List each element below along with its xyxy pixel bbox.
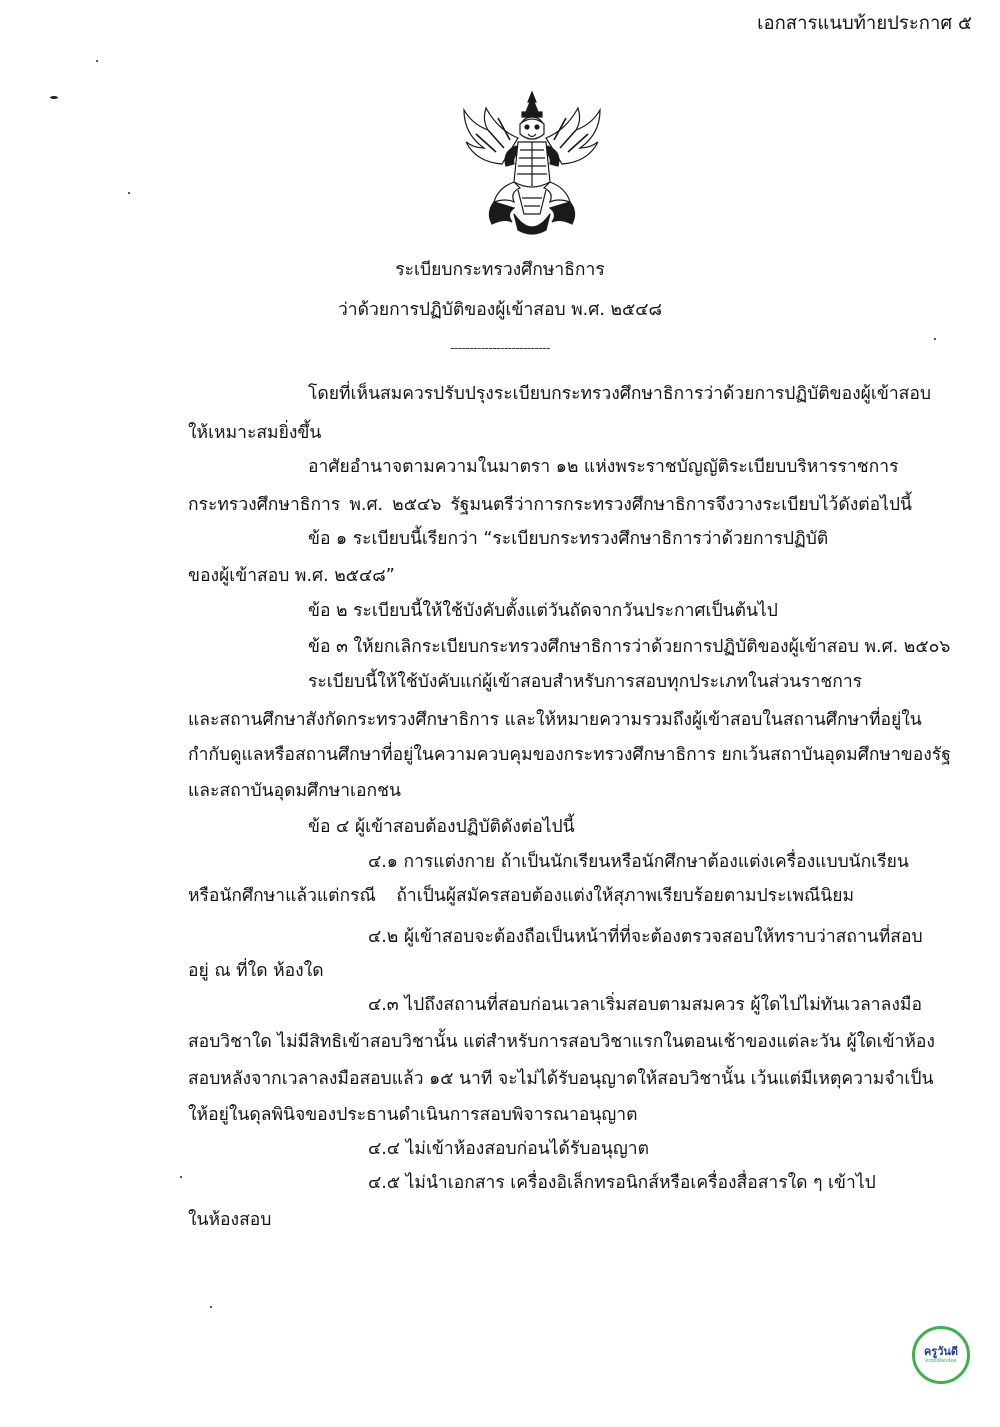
scan-speck <box>934 338 936 340</box>
garuda-emblem <box>458 90 606 240</box>
scan-speck <box>50 96 58 99</box>
title-divider: -------------------------- <box>450 341 550 355</box>
header-note: เอกสารแนบท้ายประกาศ ๕ <box>757 13 972 34</box>
body-line: อาศัยอำนาจตามความในมาตรา ๑๒ แห่งพระราชบัญญัติระเบียบบริหารราชการ <box>308 457 899 477</box>
scan-speck <box>128 192 130 194</box>
body-line: ให้เหมาะสมยิ่งขึ้น <box>188 423 322 443</box>
body-line: และสถาบันอุดมศึกษาเอกชน <box>188 781 401 801</box>
body-line: ในห้องสอบ <box>188 1210 272 1230</box>
document-subtitle: ว่าด้วยการปฏิบัติของผู้เข้าสอบ พ.ศ. ๒๕๔๘ <box>337 300 662 320</box>
watermark-stamp <box>912 1326 970 1384</box>
body-line: ให้อยู่ในดุลพินิจของประธานดำเนินการสอบพิจารณาอนุญาต <box>188 1105 638 1125</box>
body-line: และสถานศึกษาสังกัดกระทรวงศึกษาธิการ และให้หมายความรวมถึงผู้เข้าสอบในสถานศึกษาที่อยู่ใน <box>188 710 922 730</box>
clause-3: ข้อ ๓ ให้ยกเลิกระเบียบกระทรวงศึกษาธิการว่าด้วยการปฏิบัติของผู้เข้าสอบ พ.ศ. ๒๕๐๖ <box>308 637 951 657</box>
body-line: ระเบียบนี้ให้ใช้บังคับแก่ผู้เข้าสอบสำหรับการสอบทุกประเภทในส่วนราชการ <box>308 672 863 692</box>
scan-speck <box>180 1176 182 1178</box>
body-line: สอบวิชาใด ไม่มีสิทธิเข้าสอบวิชานั้น แต่สำหรับการสอบวิชาแรกในตอนเช้าของแต่ละวัน ผู้ใดเข้าห้อง <box>188 1032 935 1052</box>
body-line: อยู่ ณ ที่ใด ห้องใด <box>188 961 324 981</box>
stamp-subtext: krooWandee <box>925 1358 957 1364</box>
stamp-text: ครูวันดี <box>923 1345 959 1358</box>
scan-speck <box>96 60 98 62</box>
item-4-5: ๔.๕ ไม่นำเอกสาร เครื่องอิเล็กทรอนิกส์หรือเครื่องสื่อสารใด ๆ เข้าไป <box>368 1173 876 1193</box>
body-line: สอบหลังจากเวลาลงมือสอบแล้ว ๑๕ นาที จะไม่ได้รับอนุญาตให้สอบวิชานั้น เว้นแต่มีเหตุความจำเป็น <box>188 1069 934 1089</box>
document-title: ระเบียบกระทรวงศึกษาธิการ <box>395 260 605 280</box>
item-4-3: ๔.๓ ไปถึงสถานที่สอบก่อนเวลาเริ่มสอบตามสมควร ผู้ใดไปไม่ทันเวลาลงมือ <box>368 995 922 1015</box>
item-4-1: ๔.๑ การแต่งกาย ถ้าเป็นนักเรียนหรือนักศึกษาต้องแต่งเครื่องแบบนักเรียน <box>368 852 909 872</box>
item-4-2: ๔.๒ ผู้เข้าสอบจะต้องถือเป็นหน้าที่ที่จะต้องตรวจสอบให้ทราบว่าสถานที่สอบ <box>368 927 923 947</box>
clause-2: ข้อ ๒ ระเบียบนี้ให้ใช้บังคับตั้งแต่วันถัดจากวันประกาศเป็นต้นไป <box>308 601 778 621</box>
clause-1: ข้อ ๑ ระเบียบนี้เรียกว่า “ระเบียบกระทรวงศึกษาธิการว่าด้วยการปฏิบัติ <box>308 529 829 549</box>
item-4-4: ๔.๔ ไม่เข้าห้องสอบก่อนได้รับอนุญาต <box>368 1139 649 1159</box>
scan-speck <box>210 1306 212 1308</box>
body-line: กระทรวงศึกษาธิการ พ.ศ. ๒๕๔๖ รัฐมนตรีว่าการกระทรวงศึกษาธิการจึงวางระเบียบไว้ดังต่อไปนี้ <box>188 495 912 515</box>
body-line: โดยที่เห็นสมควรปรับปรุงระเบียบกระทรวงศึกษาธิการว่าด้วยการปฏิบัติของผู้เข้าสอบ <box>308 384 931 404</box>
body-line: ของผู้เข้าสอบ พ.ศ. ๒๕๔๘” <box>188 566 395 586</box>
body-line: กำกับดูแลหรือสถานศึกษาที่อยู่ในความควบคุมของกระทรวงศึกษาธิการ ยกเว้นสถาบันอุดมศึกษาของรัฐ <box>188 745 951 765</box>
clause-4: ข้อ ๔ ผู้เข้าสอบต้องปฏิบัติดังต่อไปนี้ <box>308 817 575 837</box>
body-line: หรือนักศึกษาแล้วแต่กรณี ถ้าเป็นผู้สมัครสอบต้องแต่งให้สุภาพเรียบร้อยตามประเพณีนิยม <box>188 886 854 906</box>
